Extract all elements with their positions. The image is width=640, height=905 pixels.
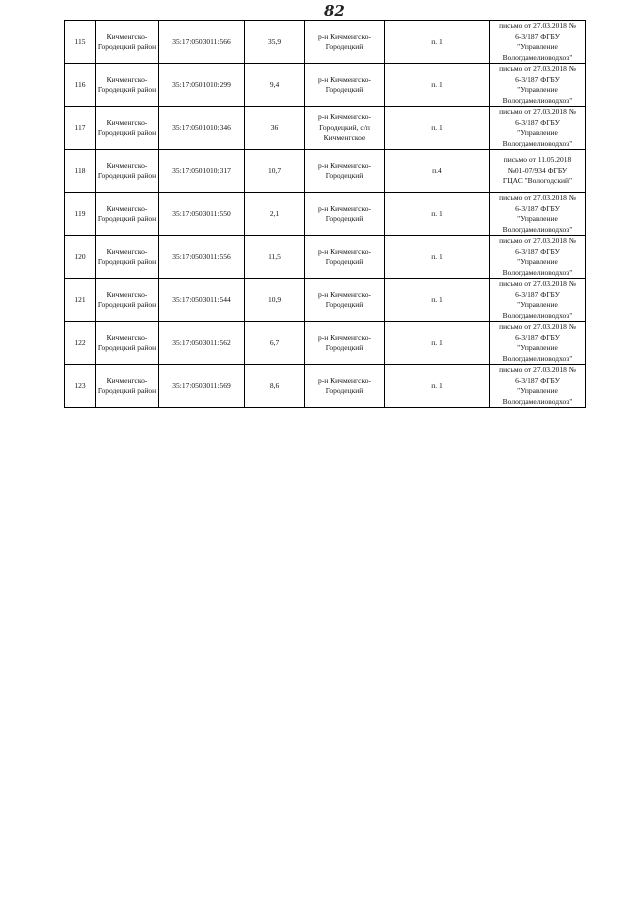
location-cell: р-н Кичменгско-Городецкий xyxy=(305,365,385,408)
district-cell: Кичменгско-Городецкий район xyxy=(96,107,159,150)
basis-letter-line: Вологдамелиоводхоз" xyxy=(502,267,573,277)
basis-letter-line: письмо от 27.03.2018 № xyxy=(499,107,576,116)
cadastral-number-cell: 35:17:0501010:346 xyxy=(159,107,245,150)
clause-cell: п. 1 xyxy=(385,236,490,279)
cadastral-number-cell: 35:17:0503011:550 xyxy=(159,193,245,236)
clause-cell: п. 1 xyxy=(385,107,490,150)
row-number-cell: 120 xyxy=(65,236,96,279)
basis-letter-cell xyxy=(490,150,586,193)
table-row xyxy=(65,236,586,279)
basis-letter-line: "Управление xyxy=(517,42,558,51)
basis-letter-line: 6-3/187 ФГБУ xyxy=(515,31,560,41)
location-cell: р-н Кичменгско-Городецкий xyxy=(305,236,385,279)
basis-letter-line: "Управление xyxy=(517,85,558,94)
location-cell: р-н Кичменгско-Городецкий xyxy=(305,322,385,365)
district-cell: Кичменгско-Городецкий район xyxy=(96,193,159,236)
area-cell: 10,9 xyxy=(245,279,305,322)
area-cell: 6,7 xyxy=(245,322,305,365)
basis-letter-line: письмо от 27.03.2018 № xyxy=(499,21,576,30)
clause-cell: п. 1 xyxy=(385,64,490,107)
basis-letter-line: 6-3/187 ФГБУ xyxy=(515,332,560,342)
area-cell: 10,7 xyxy=(245,150,305,193)
page-number: 82 xyxy=(324,2,345,20)
table-row xyxy=(65,150,586,193)
location-cell: р-н Кичменгско-Городецкий xyxy=(305,21,385,64)
table-row xyxy=(65,279,586,322)
location-cell: р-н Кичменгско-Городецкий, с/п Кичменгское xyxy=(305,107,385,150)
basis-letter-line: письмо от 11.05.2018 xyxy=(503,155,572,165)
basis-letter-line: 6-3/187 ФГБУ xyxy=(515,289,560,299)
cadastral-number-cell: 35:17:0503011:556 xyxy=(159,236,245,279)
district-cell: Кичменгско-Городецкий район xyxy=(96,279,159,322)
clause-cell: п. 1 xyxy=(385,193,490,236)
basis-letter-line: письмо от 27.03.2018 № xyxy=(499,236,576,245)
basis-letter-line: "Управление xyxy=(517,343,558,352)
basis-letter-line: "Управление xyxy=(517,214,558,223)
basis-letter-line: "Управление xyxy=(517,257,558,266)
land-plots-table xyxy=(64,20,586,408)
location-cell: р-н Кичменгско-Городецкий xyxy=(305,64,385,107)
clause-cell: п. 1 xyxy=(385,21,490,64)
district-cell: Кичменгско-Городецкий район xyxy=(96,322,159,365)
row-number-cell: 118 xyxy=(65,150,96,193)
basis-letter-cell xyxy=(490,107,586,150)
row-number-cell: 116 xyxy=(65,64,96,107)
table-row xyxy=(65,64,586,107)
table-row xyxy=(65,21,586,64)
clause-cell: п.4 xyxy=(385,150,490,193)
basis-letter-line: Вологдамелиоводхоз" xyxy=(502,138,573,148)
table-row xyxy=(65,322,586,365)
basis-letter-line: письмо от 27.03.2018 № xyxy=(499,279,576,288)
basis-letter-line: 6-3/187 ФГБУ xyxy=(515,117,560,127)
basis-letter-cell xyxy=(490,193,586,236)
area-cell: 8,6 xyxy=(245,365,305,408)
basis-letter-cell xyxy=(490,21,586,64)
basis-letter-line: ГЦАС "Вологодский" xyxy=(502,176,573,186)
basis-letter-line: письмо от 27.03.2018 № xyxy=(499,193,576,202)
table-row xyxy=(65,365,586,408)
cadastral-number-cell: 35:17:0503011:566 xyxy=(159,21,245,64)
basis-letter-cell xyxy=(490,279,586,322)
basis-letter-line: письмо от 27.03.2018 № xyxy=(499,64,576,73)
cadastral-number-cell: 35:17:0503011:544 xyxy=(159,279,245,322)
area-cell: 11,5 xyxy=(245,236,305,279)
area-cell: 36 xyxy=(245,107,305,150)
clause-cell: п. 1 xyxy=(385,322,490,365)
cadastral-number-cell: 35:17:0503011:562 xyxy=(159,322,245,365)
basis-letter-line: "Управление xyxy=(517,128,558,137)
row-number-cell: 121 xyxy=(65,279,96,322)
basis-letter-line: письмо от 27.03.2018 № xyxy=(499,322,576,331)
location-cell: р-н Кичменгско-Городецкий xyxy=(305,193,385,236)
basis-letter-line: Вологдамелиоводхоз" xyxy=(502,224,573,234)
area-cell: 9,4 xyxy=(245,64,305,107)
basis-letter-line: Вологдамелиоводхоз" xyxy=(502,310,573,320)
basis-letter-line: письмо от 27.03.2018 № xyxy=(499,365,576,374)
location-cell: р-н Кичменгско-Городецкий xyxy=(305,150,385,193)
basis-letter-line: Вологдамелиоводхоз" xyxy=(502,95,573,105)
cadastral-number-cell: 35:17:0503011:569 xyxy=(159,365,245,408)
basis-letter-cell xyxy=(490,322,586,365)
clause-cell: п. 1 xyxy=(385,279,490,322)
basis-letter-line: Вологдамелиоводхоз" xyxy=(502,52,573,62)
district-cell: Кичменгско-Городецкий район xyxy=(96,365,159,408)
basis-letter-line: 6-3/187 ФГБУ xyxy=(515,203,560,213)
basis-letter-line: 6-3/187 ФГБУ xyxy=(515,246,560,256)
row-number-cell: 115 xyxy=(65,21,96,64)
district-cell: Кичменгско-Городецкий район xyxy=(96,64,159,107)
district-cell: Кичменгско-Городецкий район xyxy=(96,236,159,279)
basis-letter-line: "Управление xyxy=(517,386,558,395)
district-cell: Кичменгско-Городецкий район xyxy=(96,21,159,64)
basis-letter-line: Вологдамелиоводхоз" xyxy=(502,396,573,406)
basis-letter-line: 6-3/187 ФГБУ xyxy=(515,74,560,84)
row-number-cell: 117 xyxy=(65,107,96,150)
row-number-cell: 122 xyxy=(65,322,96,365)
basis-letter-line: Вологдамелиоводхоз" xyxy=(502,353,573,363)
basis-letter-line: "Управление xyxy=(517,300,558,309)
basis-letter-line: №01-07/934 ФГБУ xyxy=(507,165,568,175)
table-row xyxy=(65,193,586,236)
basis-letter-cell xyxy=(490,365,586,408)
row-number-cell: 123 xyxy=(65,365,96,408)
table-row xyxy=(65,107,586,150)
district-cell: Кичменгско-Городецкий район xyxy=(96,150,159,193)
area-cell: 35,9 xyxy=(245,21,305,64)
clause-cell: п. 1 xyxy=(385,365,490,408)
row-number-cell: 119 xyxy=(65,193,96,236)
cadastral-number-cell: 35:17:0501010:317 xyxy=(159,150,245,193)
cadastral-number-cell: 35:17:0501010:299 xyxy=(159,64,245,107)
location-cell: р-н Кичменгско-Городецкий xyxy=(305,279,385,322)
basis-letter-cell xyxy=(490,236,586,279)
basis-letter-cell xyxy=(490,64,586,107)
area-cell: 2,1 xyxy=(245,193,305,236)
basis-letter-line: 6-3/187 ФГБУ xyxy=(515,375,560,385)
